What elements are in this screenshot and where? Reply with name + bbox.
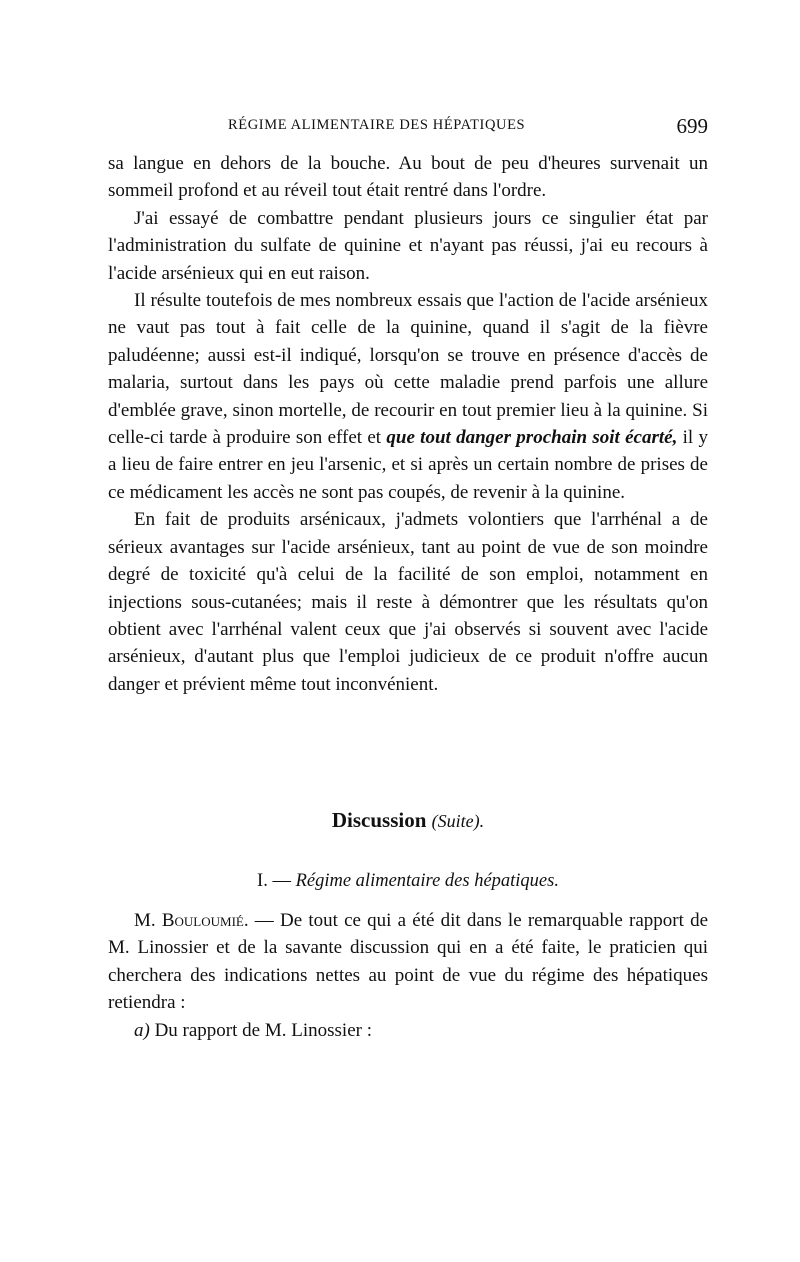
paragraph (108, 1017, 708, 1044)
speaker-name: M. Bouloumié. (134, 910, 249, 931)
paragraph-text: Il résulte toutefois de mes nombreux essais que l'action de l'acide arsénieux ne vaut pas tout à fait celle de la quinine, quand il s'agit de la fièvre paludéenne; aussi est-il indiqué, lorsqu'on se trouve en présence d'accès de malaria, surtout dans les pays où cette maladie prend parfois une allure d'emblée grave, sinon mortelle, de recourir en tout premier lieu à la quinine. Si celle-ci tarde à produire son effet et (108, 290, 708, 449)
paragraph: J'ai essayé de combattre pendant plusieurs jours ce singulier état par l'administration du sulfate de quinine et n'ayant pas réussi, j'ai eu recours à l'acide arsénieux qui en eut raison. (108, 207, 708, 284)
running-title: RÉGIME ALIMENTAIRE DES HÉPATIQUES (228, 117, 526, 133)
discussion-text (108, 907, 708, 1044)
emphasis-text: que tout danger prochain soit écarté, (386, 427, 678, 449)
section-title: Discussion (331, 808, 427, 832)
body-text (108, 150, 708, 698)
paragraph-text: — De tout ce qui a été dit dans le remarquable rapport de M. Linossier et de la savante discussion qui en a été faite, le praticien qui cherchera des indications nettes au point de vue du régime des hépatiques retiendra : (108, 910, 708, 1014)
paragraph: En fait de produits arsénicaux, j'admets volontiers que l'arrhénal a de sérieux avantages sur l'acide arsénieux, tant au point de vue de son moindre degré de toxicité qu'à celui de la facilité de son emploi, notamment en injections sous-cutanées; mais il reste à démontrer que les résultats qu'on obtient avec l'arrhénal valent ceux que j'ai observés si souvent avec l'acide arsénieux, d'autant plus que l'emploi judicieux de ce produit n'offre aucun danger et prévient même tout inconvénient. (108, 509, 708, 695)
paragraph: sa langue en dehors de la bouche. Au bout de peu d'heures survenait un sommeil profond et au réveil tout était rentré dans l'ordre. (108, 153, 708, 202)
subsection-heading (108, 871, 708, 892)
page-number: 699 (676, 114, 708, 138)
subsection-number: I. — (257, 871, 291, 891)
section-suffix: (Suite). (431, 811, 485, 831)
paragraph-text: il y a lieu de faire entrer en jeu l'arsenic, et si après un certain nombre de prises de ce médicament les accès ne sont pas coupés, de revenir à la quinine. (108, 427, 709, 503)
item-letter: a) (134, 1019, 150, 1041)
item-text: Du rapport de M. Linossier : (154, 1019, 372, 1041)
page-header (108, 114, 708, 139)
section-heading (108, 808, 708, 833)
subsection-title: Régime alimentaire des hépatiques. (295, 871, 559, 891)
paragraph (108, 907, 708, 1017)
paragraph (108, 287, 708, 506)
